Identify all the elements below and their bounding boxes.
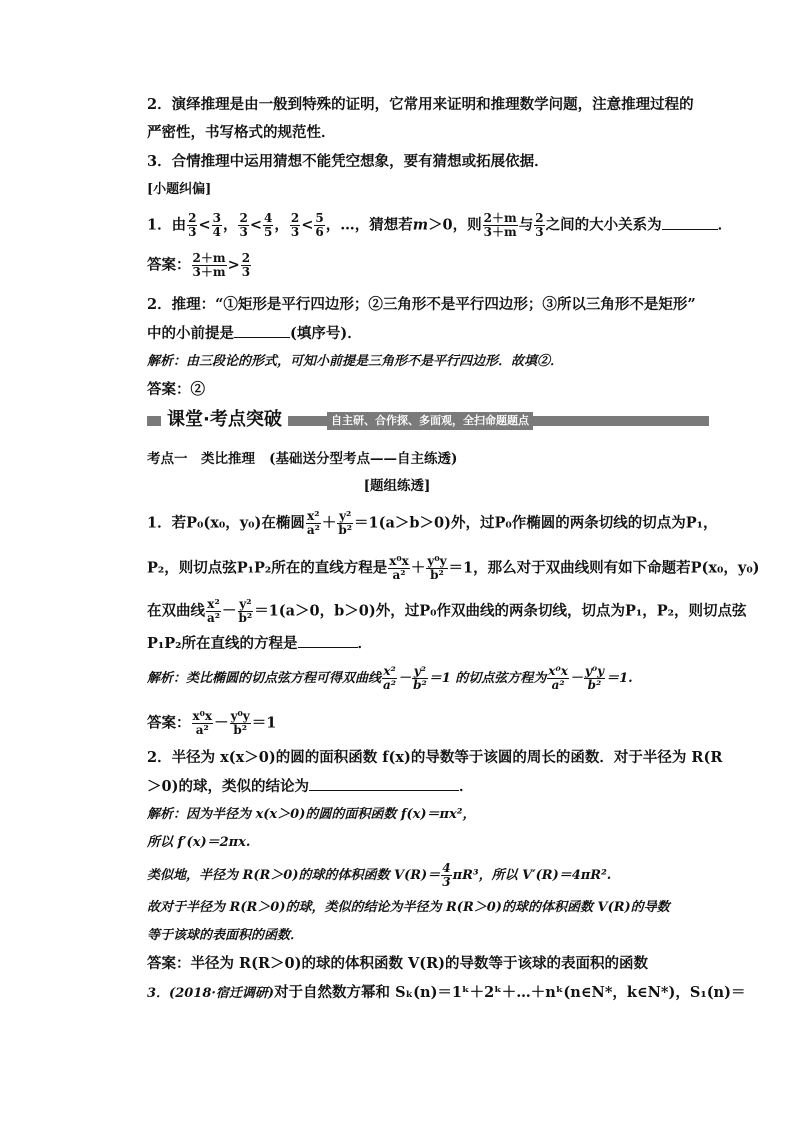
explanation-line: 等于该球的表面积的函数． [147,928,304,943]
answer-line: 答案：半径为 R(R＞0)的球的体积函数 V(R)的导数等于该球的表面积的函数 [147,955,649,972]
problem-line: P₂，则切点弦P₁P₂所在的直线方程是 $\frac{\text{x⁰x}}{\text{a²}}$ ＋ $\frac{\text{y⁰y}}{\text{b²}}$ ＝1，那么对于双曲线则有如下命题若P(x₀，y₀) [147,554,760,582]
answer-blank [662,215,718,230]
banner-title: 课堂·考点突破 [161,408,288,432]
answer-blank [234,323,290,338]
text-line: 2．推理：“①矩形是平行四边形；②三角形不是平行四边形；③所以三角形不是矩形” [147,296,696,313]
text-line: 严密性，书写格式的规范性． [147,124,336,141]
explanation-line: 解析：类比椭圆的切点弦方程可得双曲线 $\frac{\text{x²}}{\text{a²}}$ － $\frac{\text{y²}}{\text{b²}}$ ＝1 的切点弦方程为 $\frac{\text{x⁰x}}{\text{a²}}$ － $\frac{\text{y⁰y}}{\text{b²}}$ ＝1. [147,664,633,692]
explanation-line: 解析：因为半径为 x(x＞0)的圆的面积函数 f(x)＝πx²， [147,807,476,822]
explanation-line: 所以 f′(x)＝2πx. [147,835,251,850]
section-label: [小题纠偏] [147,182,212,197]
banner-subtitle: 自主研、合作探、多面观，全扫命题题点 [327,412,533,430]
problem-line: 2．半径为 x(x＞0)的圆的面积函数 f(x)的导数等于该圆的周长的函数．对于半径为 R(R [147,749,723,766]
subsection-label: [题组练透] [363,478,431,494]
text-line: 2．演绎推理是由一般到特殊的证明，它常用来证明和推理数学问题，注意推理过程的 [147,96,694,113]
explanation-line: 类似地，半径为 R(R＞0)的球的体积函数 V(R)＝ $\frac{4}{3}$ πR³，所以 V′(R)＝4πR². [147,861,612,889]
problem-line: ＞0)的球，类似的结论为 ． [147,778,474,795]
answer-line: 答案：② [147,381,205,398]
answer-line: 答案： $\frac{2+m}{3+m}$ > $\frac{2}{3}$ [147,251,251,279]
text-line: 3．合情推理中运用猜想不能凭空想象，要有猜想或拓展依据． [147,153,549,170]
problem-line: 在双曲线 $\frac{\text{x²}}{\text{a²}}$ － $\frac{\text{y²}}{\text{b²}}$ ＝1(a＞0，b＞0)外，过P₀作双曲线的两条切线，切点为P₁，P₂，则切点弦 [147,597,747,625]
problem-line: 1．若P₀(x₀，y₀)在椭圆 $\frac{\text{x²}}{\text{a²}}$ ＋ $\frac{\text{y²}}{\text{b²}}$ ＝1(a＞b＞0)外，过P₀作椭圆的两条切线的切点为P₁， [147,509,718,537]
explanation-line: 故对于半径为 R(R＞0)的球，类似的结论为半径为 R(R＞0)的球的体积函数 V(R)的导数 [147,900,670,915]
answer-blank [298,633,358,648]
problem-line: P₁P₂所在直线的方程是 ． [147,635,373,652]
section-banner [147,408,709,432]
topic-heading: 考点一 类比推理 (基础送分型考点——自主练透) [147,451,458,467]
problem-line: 3．(2018·宿迁调研)对于自然数方幂和 Sₖ(n)＝1ᵏ＋2ᵏ＋…＋nᵏ(n∈N*，k∈N*)，S₁(n)＝ [147,984,746,1001]
explanation-line: 解析：由三段论的形式，可知小前提是三角形不是平行四边形．故填②． [147,354,564,369]
text-line: 中的小前提是 (填序号)． [147,325,362,342]
answer-line: 答案： $\frac{\text{x⁰x}}{\text{a²}}$ － $\frac{\text{y⁰y}}{\text{b²}}$ ＝1 [147,709,277,737]
problem-line: 1．由 $\frac{2}{3}$ < $\frac{3}{4}$ ， $\frac{2}{3}$ < $\frac{4}{5}$ ， $\frac{2}{3}$ < $\frac{5}{6}$ ，…，猜想若m＞0，则 $\frac{2+m}{3+m}$ 与 $\frac{2}{3}$ 之间的大小关系为 ． [147,211,733,239]
answer-blank [309,776,459,791]
